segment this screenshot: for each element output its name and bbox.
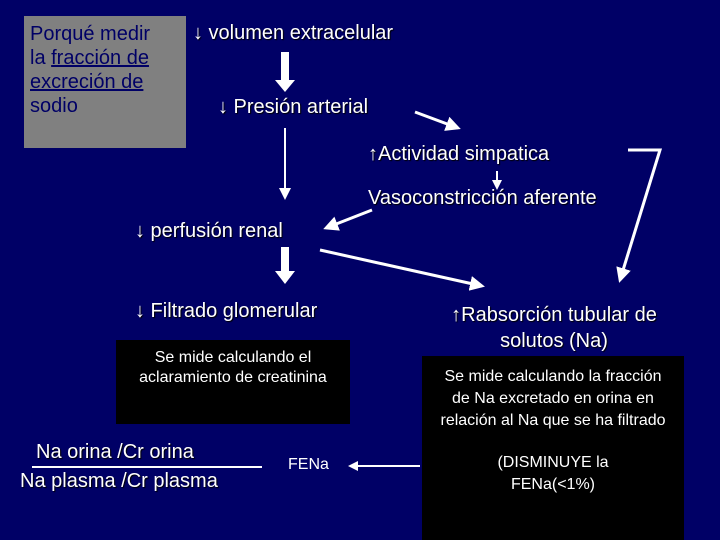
question-line-4: sodio xyxy=(30,95,78,117)
formula-denominator: Na plasma /Cr plasma xyxy=(20,470,218,492)
node-reabsorcion xyxy=(424,302,684,354)
question-line-3: excreción de xyxy=(30,71,144,93)
node-vasoconstriccion: Vasoconstricción aferente xyxy=(368,187,597,209)
node-filtrado: ↓ Filtrado glomerular xyxy=(135,300,318,322)
arrow-perfusion-filtrado xyxy=(275,247,295,284)
question-line-2: la fracción de xyxy=(30,47,149,69)
arrow-perfusion-reabsorcion xyxy=(320,250,482,286)
node-actividad: ↑Actividad simpatica xyxy=(368,143,550,165)
node-volumen: ↓ volumen extracelular xyxy=(193,22,394,44)
formula-result: FENa xyxy=(288,456,329,473)
formula-numerator: Na orina /Cr orina xyxy=(36,441,194,463)
node-reabsorcion-line-2: solutos (Na) xyxy=(500,330,608,352)
note-disminuye: (DISMINUYE la FENa(<1%) xyxy=(497,454,609,493)
question-line-1: Porqué medir xyxy=(30,23,151,45)
node-presion: ↓ Presión arterial xyxy=(218,96,369,118)
note-fena-desc: Se mide calculando la fracción de Na excretado en orina en relación al Na que se ha filtrado xyxy=(440,368,666,429)
note-fena-box xyxy=(422,356,684,540)
node-perfusion: ↓ perfusión renal xyxy=(135,220,283,242)
arrow-presion-actividad xyxy=(415,112,458,128)
bracket-actividad-reabsorcion xyxy=(620,150,660,280)
arrow-presion-perfusion xyxy=(279,128,291,200)
note-creatinina: Se mide calculando el aclaramiento de creatinina xyxy=(139,349,327,386)
arrow-vaso-perfusion xyxy=(326,210,372,228)
note-creatinina-box xyxy=(116,340,350,424)
arrow-volumen-presion xyxy=(275,52,295,92)
node-reabsorcion-line-1: ↑Rabsorción tubular de xyxy=(451,304,657,326)
